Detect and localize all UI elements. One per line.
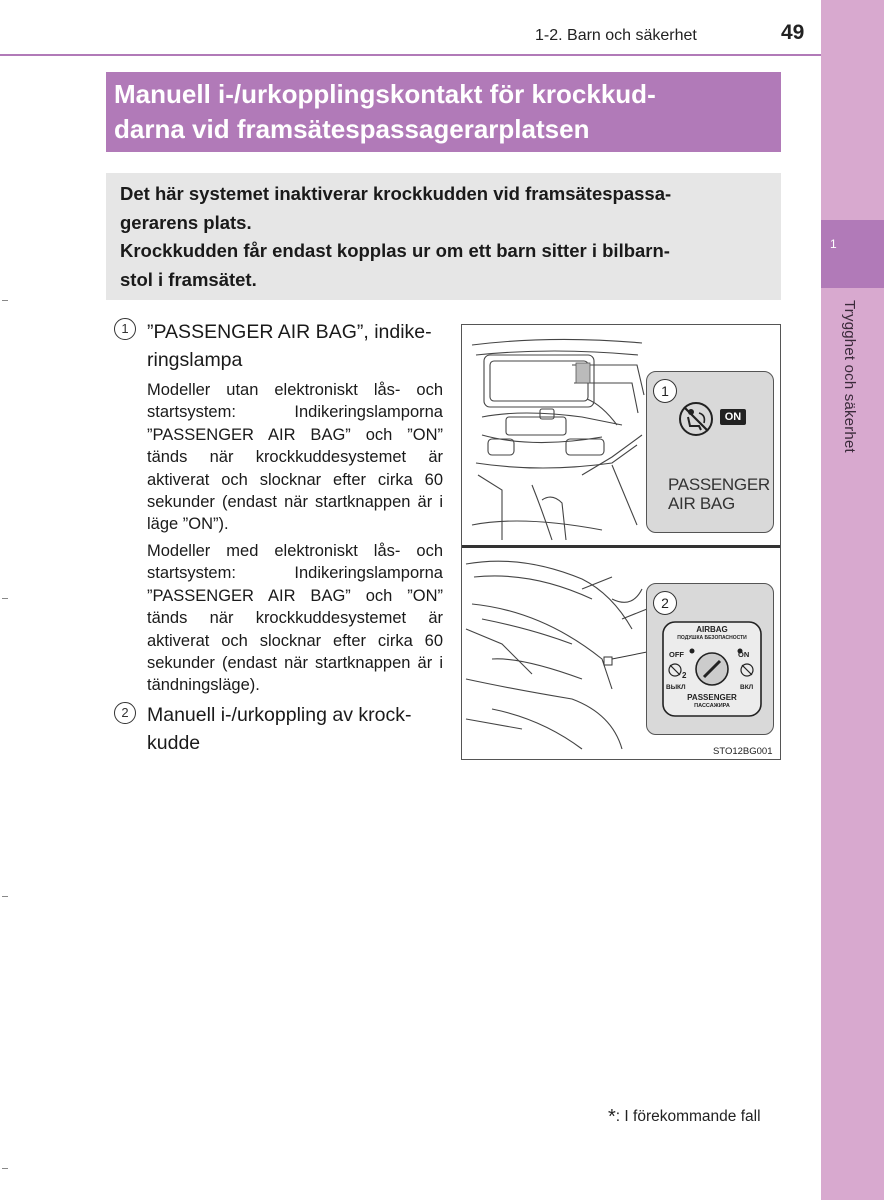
- item-1-title: [147, 318, 443, 374]
- crop-mark: [2, 896, 8, 897]
- crop-mark: [2, 598, 8, 599]
- intro-line3: Krockkudden får endast kopplas ur om ett barn sitter i bilbarn-: [120, 240, 670, 261]
- crop-mark: [2, 300, 8, 301]
- header-rule: [0, 54, 821, 56]
- switch-on-ru: ВКЛ: [740, 684, 754, 691]
- item-2-title-line1: Manuell i-/urkoppling av krock-: [147, 704, 412, 726]
- illustration: [461, 324, 781, 760]
- item-2-title-line2: kudde: [147, 732, 201, 754]
- page-title-line1: Manuell i-/urkopplingskontakt för krockkud-: [114, 79, 656, 109]
- switch-top-sub: ПОДУШКА БЕЗОПАСНОСТИ: [677, 635, 747, 641]
- intro-line2: gerarens plats.: [120, 211, 252, 233]
- switch-top-label: AIRBAG: [696, 625, 728, 634]
- switch-off-label: OFF: [669, 650, 684, 659]
- intro-text: [120, 180, 768, 294]
- footnote-text: : I förekommande fall: [615, 1108, 761, 1125]
- figure-callout-2: 2: [653, 591, 677, 615]
- page-title-line2: darna vid framsätespassagerarplatsen: [114, 114, 590, 144]
- item-1-title-line2: ringslampa: [147, 349, 243, 371]
- section-label: 1-2. Barn och säkerhet: [535, 27, 697, 44]
- figure-divider: [462, 545, 780, 548]
- figure-code: STO12BG001: [713, 746, 773, 757]
- on-indicator: ON: [720, 409, 746, 425]
- page-number: 49: [781, 21, 805, 44]
- switch-two-label: 2: [682, 671, 687, 680]
- footnote-symbol: *: [608, 1106, 616, 1128]
- passenger-airbag-line2: AIR BAG: [668, 494, 735, 513]
- intro-line4: stol i framsätet.: [120, 268, 257, 290]
- chapter-title: Trygghet och säkerhet: [841, 300, 858, 453]
- page-title: [114, 77, 779, 147]
- item-1-number: 1: [114, 318, 136, 340]
- chapter-sidebar: [821, 0, 884, 1200]
- item-1-paragraph-1: Modeller utan elektroniskt lås- och startsystem: Indikeringslamporna ”PASSENGER AIR BAG” och ”ON” tänds när krockkuddesystemet är aktiverat och slocknar efter cirka 60 sekunder (endast när startknappen är i läge ”ON”).: [147, 381, 443, 534]
- switch-bottom-label: PASSENGER: [687, 693, 737, 702]
- passenger-airbag-line1: PASSENGER: [668, 475, 770, 494]
- item-1-paragraph-2: Modeller med elektroniskt lås- och startsystem: Indikeringslamporna ”PASSENGER AIR BAG” och ”ON” tänds när krockkuddesystemet är aktiverat och slocknar efter cirka 60 sekunder (endast när startknappen är i tändningsläge).: [147, 542, 443, 695]
- passenger-airbag-label: [668, 475, 778, 513]
- crop-mark: [2, 1168, 8, 1169]
- switch-bottom-sub: ПАССАЖИРА: [694, 703, 730, 709]
- item-1-title-line1: ”PASSENGER AIR BAG”, indike-: [147, 321, 432, 343]
- footnote: [608, 1106, 761, 1129]
- intro-line1: Det här systemet inaktiverar krockkudden vid framsätespassa-: [120, 183, 672, 204]
- figure-callout-1: 1: [653, 379, 677, 403]
- chapter-number: 1: [830, 237, 837, 251]
- item-2-number: 2: [114, 702, 136, 724]
- chapter-tab[interactable]: [821, 220, 884, 288]
- airbag-off-icon: [676, 399, 716, 439]
- switch-on-label: ON: [738, 650, 750, 659]
- item-2-title: [147, 701, 443, 757]
- switch-off-ru: ВЫКЛ: [666, 684, 686, 691]
